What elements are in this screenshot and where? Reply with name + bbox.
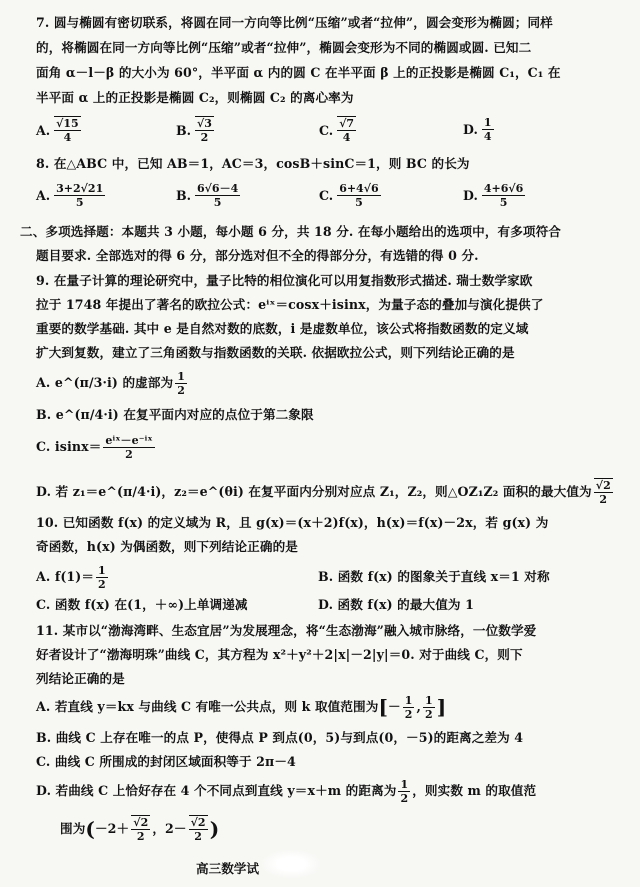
q10-option-a: A. f(1)＝ $\frac{1}{2}$ (36, 563, 106, 591)
q8-option-b: B. $\frac{6√6-4}{5}$ (176, 182, 239, 209)
q7-options (36, 116, 610, 150)
q10-option-c: C. 函数 f(x) 在(1，＋∞)上单调递减 (36, 597, 248, 612)
q9-line4: 扩大到复数，建立了三角函数与指数函数的关联. 依据欧拉公式，则下列结论正确的是 (36, 345, 515, 360)
q7-option-b: B. $\frac{√3}{2}$ (176, 117, 212, 144)
q7-option-a: A. $\frac{√15}{4}$ (36, 117, 79, 144)
q10-option-d: D. 函数 f(x) 的最大值为 1 (318, 597, 474, 612)
page-footer: 高三数学试 (196, 861, 259, 876)
q8-option-c: C. $\frac{6+4√6}{5}$ (319, 182, 379, 209)
q7-option-c: C. $\frac{√7}{4}$ (319, 117, 355, 144)
q11-option-d-range: 围为 ( －2＋ $\frac{√2}{2}$ ，2－ $\frac{√2}{2}$ ) (60, 816, 220, 843)
q11-option-b: B. 曲线 C 上存在唯一的点 P，使得点 P 到点(0，5)与到点(0，－5)的距离之差为 4 (36, 730, 524, 745)
q9-option-d: D. 若 z₁＝e^(π/4·i)，z₂＝e^(θi) 在复平面内分别对应点 Z₁，Z₂，则△OZ₁Z₂ 面积的最大值为 $\frac{√2}{2}$ (36, 479, 611, 506)
q7-line2: 的，将椭圆在同一方向等比例“压缩”或者“拉伸”，椭圆会变形为不同的椭圆或圆. 已知二 (36, 40, 532, 55)
q11-line1: 11. 某市以“渤海湾畔、生态宜居”为发展理念，将“生态渤海”融入城市脉络，一位数学爱 (36, 623, 537, 638)
q8-options (36, 182, 610, 216)
q9-option-c: C. isinx＝ $\frac{\text{eⁱˣ－e⁻ⁱˣ}}{2}$ (36, 433, 153, 461)
q11-line2: 好者设计了“渤海明珠”曲线 C，其方程为 x²＋y²＋2|x|－2|y|＝0. 对于曲线 C，则下 (36, 647, 523, 662)
q11-option-d: D. 若曲线 C 上恰好存在 4 个不同点到直线 y＝x＋m 的距离为 $\frac{1}{2}$ ，则实数 m 的取值范 (36, 777, 537, 805)
q9-line1: 9. 在量子计算的理论研究中，量子比特的相位演化可以用复指数形式描述. 瑞士数学家欧 (36, 273, 533, 288)
section2-line1: 二、多项选择题：本题共 3 小题，每小题 6 分，共 18 分. 在每小题给出的选项中，有多项符合 (20, 224, 561, 239)
q9-line2: 拉于 1748 年提出了著名的欧拉公式：eⁱˣ＝cosx＋isinx，为量子态的叠加与演化提供了 (36, 297, 544, 312)
q7-line1: 7. 圆与椭圆有密切联系，将圆在同一方向等比例“压缩”或者“拉伸”，圆会变形为椭圆；同样 (36, 15, 553, 30)
q11-option-a: A. 若直线 y＝kx 与曲线 C 有唯一公共点，则 k 取值范围为 [ － $\frac{1}{2}$ , $\frac{1}{2}$ ] (36, 693, 447, 721)
q8-option-d: D. $\frac{4+6√6}{5}$ (463, 182, 524, 209)
q7-line4: 半平面 α 上的正投影是椭圆 C₂，则椭圆 C₂ 的离心率为 (36, 90, 354, 105)
q8-option-a: A. $\frac{3+2√21}{5}$ (36, 182, 104, 209)
q10-line1: 10. 已知函数 f(x) 的定义域为 R，且 g(x)＝(x＋2)f(x)，h(x)＝f(x)－2x，若 g(x) 为 (36, 515, 549, 530)
q7-line3: 面角 α－l－β 的大小为 60°，半平面 α 内的圆 C 在半平面 β 上的正投影是椭圆 C₁，C₁ 在 (36, 65, 561, 80)
q11-line3: 列结论正确的是 (36, 671, 125, 686)
q9-option-b: B. e^(π/4·i) 在复平面内对应的点位于第二象限 (36, 407, 314, 422)
q9-line3: 重要的数学基础. 其中 e 是自然对数的底数，i 是虚数单位，该公式将指数函数的定义域 (36, 321, 529, 336)
q9-option-a: A. e^(π/3·i) 的虚部为 $\frac{1}{2}$ (36, 369, 185, 397)
q11-option-c: C. 曲线 C 所围成的封闭区域面积等于 2π－4 (36, 754, 296, 769)
q8-line1: 8. 在△ABC 中，已知 AB＝1，AC＝3，cosB＋sinC＝1，则 BC 的长为 (36, 156, 470, 171)
section2-line2: 题目要求. 全部选对的得 6 分，部分选对但不全的得部分分，有选错的得 0 分. (36, 248, 479, 263)
q10-option-b: B. 函数 f(x) 的图象关于直线 x＝1 对称 (318, 569, 550, 584)
glare-spot (262, 850, 320, 878)
q10-line2: 奇函数，h(x) 为偶函数，则下列结论正确的是 (36, 539, 298, 554)
q7-option-d: D. $\frac{1}{4}$ (463, 116, 492, 143)
